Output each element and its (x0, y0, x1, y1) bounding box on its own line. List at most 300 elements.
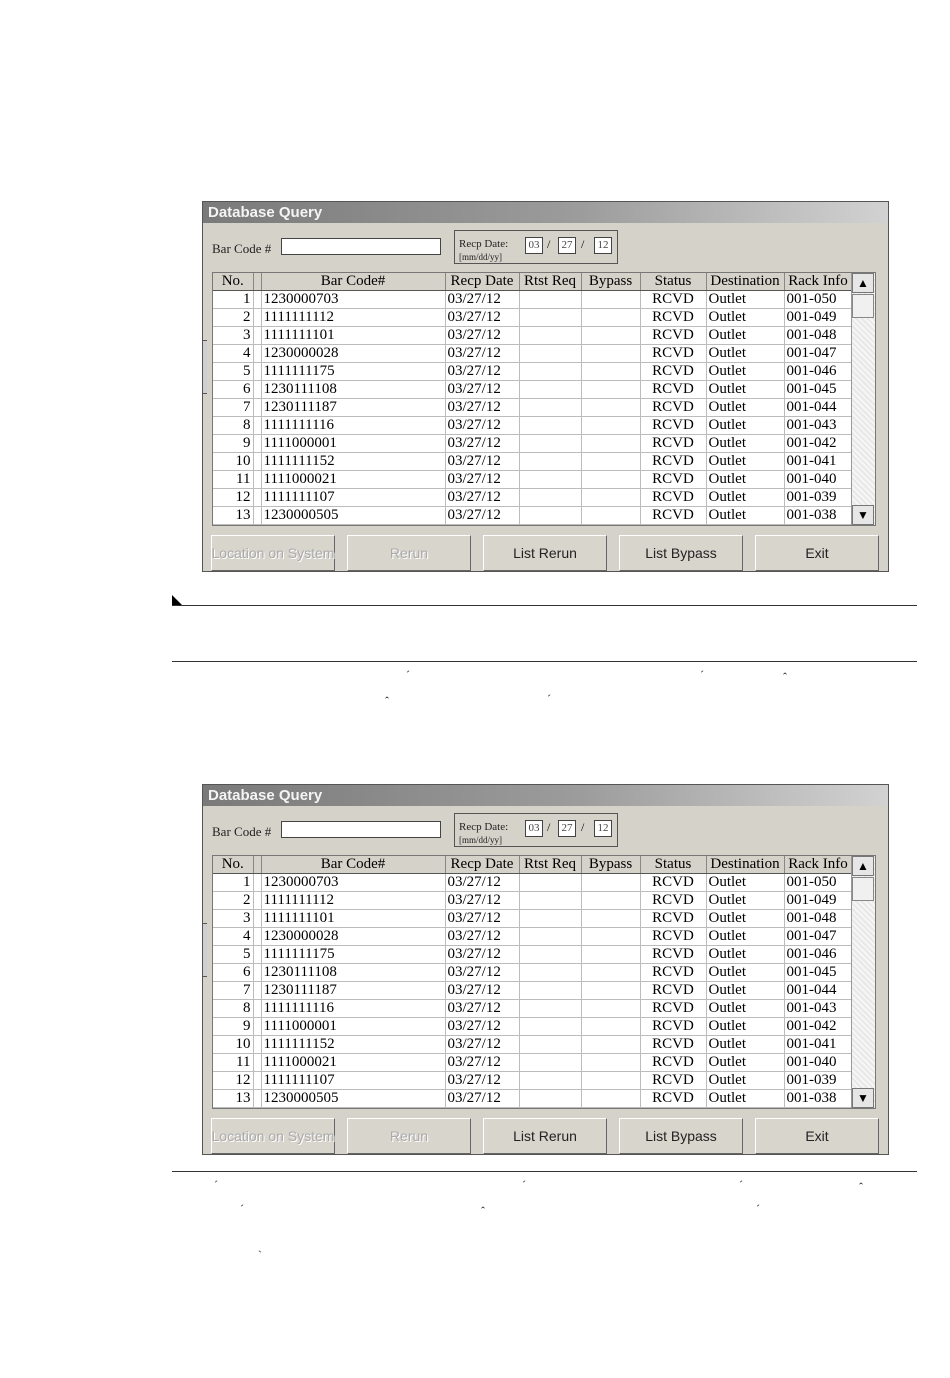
list-bypass-button[interactable]: List Bypass (619, 1118, 743, 1154)
cell-bypass (581, 1000, 640, 1018)
col-header-status[interactable]: Status (640, 273, 706, 291)
triangle-down-icon[interactable]: ▼ (852, 1088, 874, 1108)
location-on-system-button[interactable]: Location on System (211, 535, 335, 571)
cell-rack-info: 001-041 (784, 1036, 852, 1054)
cell-spacer (253, 928, 261, 946)
cell-spacer (253, 1018, 261, 1036)
table-row[interactable] (213, 399, 852, 417)
rerun-button[interactable]: Rerun (347, 535, 471, 571)
cell-destination: Outlet (706, 435, 784, 453)
col-header-bar-code[interactable]: Bar Code# (261, 273, 445, 291)
cell-recp-date: 03/27/12 (445, 1090, 519, 1108)
cell-rtst-req (519, 1054, 581, 1072)
cell-rtst-req (519, 928, 581, 946)
cell-status: RCVD (640, 435, 706, 453)
cell-status: RCVD (640, 910, 706, 928)
cell-status: RCVD (640, 928, 706, 946)
bar-code-label: Bar Code # (212, 241, 272, 256)
cell-rack-info: 001-050 (784, 291, 852, 309)
table-row[interactable] (213, 910, 852, 928)
date-month-field[interactable]: 03 (525, 237, 543, 254)
table-row[interactable] (213, 291, 852, 309)
cell-destination: Outlet (706, 327, 784, 345)
cell-rtst-req (519, 874, 581, 892)
cell-status: RCVD (640, 471, 706, 489)
accent-mark: ´ (240, 1202, 244, 1216)
cell-bar-code: 1111111175 (261, 946, 445, 964)
col-header-rtst-req[interactable]: Rtst Req (519, 273, 581, 291)
cell-recp-date: 03/27/12 (445, 345, 519, 363)
cell-rack-info: 001-048 (784, 910, 852, 928)
cell-recp-date: 03/27/12 (445, 1018, 519, 1036)
cell-bypass (581, 892, 640, 910)
cell-bar-code: 1111111112 (261, 892, 445, 910)
date-separator: / (581, 820, 585, 834)
cell-spacer (253, 435, 261, 453)
triangle-up-icon[interactable]: ▲ (852, 273, 874, 293)
cell-recp-date: 03/27/12 (445, 982, 519, 1000)
cell-recp-date: 03/27/12 (445, 327, 519, 345)
cell-destination: Outlet (706, 928, 784, 946)
cell-destination: Outlet (706, 964, 784, 982)
cell-rtst-req (519, 507, 581, 525)
col-header-bar-code[interactable]: Bar Code# (261, 856, 445, 874)
cell-bypass (581, 910, 640, 928)
cell-rtst-req (519, 1072, 581, 1090)
col-header-destination[interactable]: Destination (706, 856, 784, 874)
list-rerun-button[interactable]: List Rerun (483, 1118, 607, 1154)
accent-mark: ˋ (258, 1248, 262, 1262)
bar-code-input[interactable] (281, 821, 441, 838)
cell-recp-date: 03/27/12 (445, 928, 519, 946)
cell-rack-info: 001-044 (784, 982, 852, 1000)
cell-bypass (581, 309, 640, 327)
table-row[interactable] (213, 892, 852, 910)
table-row[interactable] (213, 417, 852, 435)
table-row[interactable] (213, 928, 852, 946)
cell-bypass (581, 435, 640, 453)
cell-destination: Outlet (706, 417, 784, 435)
cell-bypass (581, 982, 640, 1000)
cell-bar-code: 1111111152 (261, 453, 445, 471)
cell-rtst-req (519, 327, 581, 345)
cell-spacer (253, 453, 261, 471)
cell-rack-info: 001-041 (784, 453, 852, 471)
cell-rack-info: 001-040 (784, 1054, 852, 1072)
scroll-thumb[interactable] (852, 294, 874, 318)
cell-bar-code: 1230000028 (261, 928, 445, 946)
cell-bar-code: 1111111152 (261, 1036, 445, 1054)
cell-bar-code: 1230000505 (261, 507, 445, 525)
col-header-bypass[interactable]: Bypass (581, 856, 640, 874)
cell-destination: Outlet (706, 1054, 784, 1072)
cell-no: 5 (213, 946, 253, 964)
cell-status: RCVD (640, 453, 706, 471)
cell-recp-date: 03/27/12 (445, 453, 519, 471)
cell-destination: Outlet (706, 910, 784, 928)
cell-recp-date: 03/27/12 (445, 381, 519, 399)
cell-no: 8 (213, 1000, 253, 1018)
cell-recp-date: 03/27/12 (445, 946, 519, 964)
table-row[interactable] (213, 327, 852, 345)
cell-status: RCVD (640, 946, 706, 964)
cell-status: RCVD (640, 381, 706, 399)
table-row[interactable] (213, 489, 852, 507)
triangle-corner-icon (172, 595, 182, 605)
cell-spacer (253, 417, 261, 435)
cell-spacer (253, 1090, 261, 1108)
accent-mark: ´ (547, 692, 551, 706)
cell-status: RCVD (640, 417, 706, 435)
cell-bypass (581, 1054, 640, 1072)
cell-spacer (253, 1054, 261, 1072)
recp-date-group (454, 813, 618, 847)
cell-rtst-req (519, 910, 581, 928)
cell-no: 2 (213, 892, 253, 910)
divider-line (172, 1171, 917, 1172)
cell-bar-code: 1111111116 (261, 1000, 445, 1018)
cell-recp-date: 03/27/12 (445, 291, 519, 309)
cell-bar-code: 1111111175 (261, 363, 445, 381)
table-row[interactable] (213, 1018, 852, 1036)
cell-no: 2 (213, 309, 253, 327)
accent-mark: ´ (756, 1202, 760, 1216)
vertical-scrollbar[interactable] (851, 273, 875, 525)
table-row[interactable] (213, 363, 852, 381)
cell-no: 12 (213, 489, 253, 507)
cell-destination: Outlet (706, 874, 784, 892)
col-header-rack-info[interactable]: Rack Info (784, 273, 852, 291)
window-title: Database Query (203, 202, 888, 223)
header-row (213, 856, 852, 874)
date-format-hint: [mm/dd/yy] (459, 835, 502, 845)
cell-status: RCVD (640, 363, 706, 381)
cell-no: 10 (213, 453, 253, 471)
cell-status: RCVD (640, 964, 706, 982)
cell-rtst-req (519, 453, 581, 471)
cell-bar-code: 1230000703 (261, 874, 445, 892)
database-query-window-2 (202, 784, 889, 1155)
cell-rack-info: 001-050 (784, 874, 852, 892)
cell-destination: Outlet (706, 399, 784, 417)
cell-status: RCVD (640, 1018, 706, 1036)
cell-destination: Outlet (706, 1000, 784, 1018)
cell-status: RCVD (640, 489, 706, 507)
cell-bar-code: 1230111108 (261, 964, 445, 982)
cell-rtst-req (519, 1000, 581, 1018)
cell-destination: Outlet (706, 1090, 784, 1108)
cell-bar-code: 1111111112 (261, 309, 445, 327)
cell-spacer (253, 1000, 261, 1018)
cell-rtst-req (519, 435, 581, 453)
cell-recp-date: 03/27/12 (445, 910, 519, 928)
cell-bar-code: 1230000703 (261, 291, 445, 309)
cell-recp-date: 03/27/12 (445, 489, 519, 507)
triangle-up-icon[interactable]: ▲ (852, 856, 874, 876)
cell-rtst-req (519, 345, 581, 363)
cell-rack-info: 001-042 (784, 1018, 852, 1036)
cell-rack-info: 001-049 (784, 892, 852, 910)
cell-bypass (581, 399, 640, 417)
cell-no: 3 (213, 910, 253, 928)
cell-recp-date: 03/27/12 (445, 1054, 519, 1072)
cell-destination: Outlet (706, 892, 784, 910)
cell-spacer (253, 399, 261, 417)
cell-spacer (253, 327, 261, 345)
cell-status: RCVD (640, 1072, 706, 1090)
cell-no: 11 (213, 1054, 253, 1072)
col-header-no[interactable]: No. (213, 273, 253, 291)
list-bypass-button[interactable]: List Bypass (619, 535, 743, 571)
cell-rack-info: 001-045 (784, 964, 852, 982)
recp-date-label: Recp Date: (459, 238, 509, 250)
cell-recp-date: 03/27/12 (445, 363, 519, 381)
accent-mark: ´ (214, 1178, 218, 1192)
cell-rack-info: 001-045 (784, 381, 852, 399)
exit-button[interactable]: Exit (755, 1118, 879, 1154)
cell-rack-info: 001-047 (784, 345, 852, 363)
cell-no: 13 (213, 507, 253, 525)
cell-rtst-req (519, 982, 581, 1000)
cell-bar-code: 1111000021 (261, 471, 445, 489)
cell-spacer (253, 489, 261, 507)
cell-destination: Outlet (706, 946, 784, 964)
cell-rack-info: 001-048 (784, 327, 852, 345)
table-row[interactable] (213, 435, 852, 453)
cell-spacer (253, 910, 261, 928)
cell-rtst-req (519, 892, 581, 910)
cell-recp-date: 03/27/12 (445, 1036, 519, 1054)
cell-rack-info: 001-046 (784, 363, 852, 381)
cell-rtst-req (519, 489, 581, 507)
table-row[interactable] (213, 874, 852, 892)
col-header-rtst-req[interactable]: Rtst Req (519, 856, 581, 874)
accent-mark: ´ (522, 1178, 526, 1192)
date-day-field[interactable]: 27 (558, 820, 576, 837)
accent-mark: ´ (700, 668, 704, 682)
col-header-rack-info[interactable]: Rack Info (784, 856, 852, 874)
cell-rack-info: 001-043 (784, 1000, 852, 1018)
cell-destination: Outlet (706, 507, 784, 525)
cell-destination: Outlet (706, 363, 784, 381)
table-row[interactable] (213, 381, 852, 399)
cell-rtst-req (519, 1090, 581, 1108)
table-row[interactable] (213, 453, 852, 471)
cell-bypass (581, 363, 640, 381)
cell-recp-date: 03/27/12 (445, 435, 519, 453)
cell-spacer (253, 946, 261, 964)
table-row[interactable] (213, 1072, 852, 1090)
cell-status: RCVD (640, 874, 706, 892)
col-header-recp-date[interactable]: Recp Date (445, 856, 519, 874)
cell-bypass (581, 381, 640, 399)
col-header-status[interactable]: Status (640, 856, 706, 874)
recp-date-label: Recp Date: (459, 821, 509, 833)
cell-bypass (581, 1072, 640, 1090)
table-row[interactable] (213, 309, 852, 327)
table-row[interactable] (213, 982, 852, 1000)
cell-bypass (581, 327, 640, 345)
cell-no: 11 (213, 471, 253, 489)
date-month-field[interactable]: 03 (525, 820, 543, 837)
cell-spacer (253, 507, 261, 525)
table-row[interactable] (213, 1090, 852, 1108)
cell-destination: Outlet (706, 1018, 784, 1036)
cell-recp-date: 03/27/12 (445, 1000, 519, 1018)
cell-destination: Outlet (706, 453, 784, 471)
cell-rtst-req (519, 964, 581, 982)
cell-rack-info: 001-042 (784, 435, 852, 453)
cell-bar-code: 1230000505 (261, 1090, 445, 1108)
cell-rtst-req (519, 363, 581, 381)
cell-bypass (581, 417, 640, 435)
cell-status: RCVD (640, 345, 706, 363)
cell-spacer (253, 471, 261, 489)
cell-no: 3 (213, 327, 253, 345)
cell-no: 7 (213, 399, 253, 417)
cell-spacer (253, 345, 261, 363)
cell-no: 5 (213, 363, 253, 381)
cell-rack-info: 001-046 (784, 946, 852, 964)
cell-bar-code: 1111111107 (261, 489, 445, 507)
cell-spacer (253, 874, 261, 892)
cell-bypass (581, 928, 640, 946)
exit-button[interactable]: Exit (755, 535, 879, 571)
cell-status: RCVD (640, 291, 706, 309)
cell-bar-code: 1111000021 (261, 1054, 445, 1072)
table-row[interactable] (213, 946, 852, 964)
cell-rack-info: 001-039 (784, 1072, 852, 1090)
cell-no: 7 (213, 982, 253, 1000)
cell-rack-info: 001-039 (784, 489, 852, 507)
cell-recp-date: 03/27/12 (445, 874, 519, 892)
date-year-field[interactable]: 12 (594, 237, 612, 254)
date-format-hint: [mm/dd/yy] (459, 252, 502, 262)
cell-destination: Outlet (706, 309, 784, 327)
cell-recp-date: 03/27/12 (445, 507, 519, 525)
col-header-bypass[interactable]: Bypass (581, 273, 640, 291)
cell-recp-date: 03/27/12 (445, 892, 519, 910)
cell-rtst-req (519, 946, 581, 964)
col-header-spacer (253, 856, 261, 874)
recp-date-group (454, 230, 618, 264)
cell-no: 8 (213, 417, 253, 435)
cell-bar-code: 1111000001 (261, 1018, 445, 1036)
cell-rtst-req (519, 309, 581, 327)
cell-spacer (253, 964, 261, 982)
cell-rack-info: 001-049 (784, 309, 852, 327)
col-header-recp-date[interactable]: Recp Date (445, 273, 519, 291)
cell-destination: Outlet (706, 345, 784, 363)
table-row[interactable] (213, 1054, 852, 1072)
cell-bar-code: 1111111116 (261, 417, 445, 435)
cell-spacer (253, 892, 261, 910)
cell-no: 13 (213, 1090, 253, 1108)
scroll-thumb[interactable] (852, 877, 874, 901)
col-header-no[interactable]: No. (213, 856, 253, 874)
col-header-destination[interactable]: Destination (706, 273, 784, 291)
cell-no: 4 (213, 345, 253, 363)
cell-bar-code: 1111111101 (261, 327, 445, 345)
side-tab-handle (202, 923, 207, 977)
bar-code-input[interactable] (281, 238, 441, 255)
cell-destination: Outlet (706, 489, 784, 507)
rerun-button[interactable]: Rerun (347, 1118, 471, 1154)
cell-recp-date: 03/27/12 (445, 471, 519, 489)
cell-no: 6 (213, 381, 253, 399)
bar-code-label: Bar Code # (212, 824, 272, 839)
table-row[interactable] (213, 471, 852, 489)
accent-mark: ˆ (859, 1180, 863, 1194)
cell-rtst-req (519, 381, 581, 399)
cell-bypass (581, 946, 640, 964)
vertical-scrollbar[interactable] (851, 856, 875, 1108)
side-tab-handle (202, 340, 207, 394)
cell-destination: Outlet (706, 1036, 784, 1054)
cell-rtst-req (519, 1036, 581, 1054)
cell-spacer (253, 982, 261, 1000)
date-year-field[interactable]: 12 (594, 820, 612, 837)
list-rerun-button[interactable]: List Rerun (483, 535, 607, 571)
cell-bypass (581, 874, 640, 892)
cell-no: 6 (213, 964, 253, 982)
cell-status: RCVD (640, 1090, 706, 1108)
cell-status: RCVD (640, 309, 706, 327)
accent-mark: ˆ (385, 694, 389, 708)
cell-bypass (581, 507, 640, 525)
date-day-field[interactable]: 27 (558, 237, 576, 254)
cell-status: RCVD (640, 327, 706, 345)
cell-rtst-req (519, 417, 581, 435)
cell-rtst-req (519, 1018, 581, 1036)
cell-bar-code: 1230000028 (261, 345, 445, 363)
table-row[interactable] (213, 507, 852, 525)
cell-rack-info: 001-047 (784, 928, 852, 946)
location-on-system-button[interactable]: Location on System (211, 1118, 335, 1154)
cell-bypass (581, 964, 640, 982)
cell-no: 10 (213, 1036, 253, 1054)
cell-destination: Outlet (706, 1072, 784, 1090)
window-title: Database Query (203, 785, 888, 806)
cell-status: RCVD (640, 399, 706, 417)
cell-no: 1 (213, 874, 253, 892)
divider-line (172, 661, 917, 662)
cell-spacer (253, 1072, 261, 1090)
triangle-down-icon[interactable]: ▼ (852, 505, 874, 525)
accent-mark: ´ (739, 1178, 743, 1192)
divider-line (172, 605, 917, 606)
cell-rtst-req (519, 399, 581, 417)
cell-spacer (253, 381, 261, 399)
cell-spacer (253, 363, 261, 381)
accent-mark: ´ (406, 668, 410, 682)
table-row[interactable] (213, 345, 852, 363)
table-row[interactable] (213, 964, 852, 982)
cell-status: RCVD (640, 1000, 706, 1018)
cell-rack-info: 001-038 (784, 1090, 852, 1108)
cell-no: 1 (213, 291, 253, 309)
cell-recp-date: 03/27/12 (445, 399, 519, 417)
table-row[interactable] (213, 1000, 852, 1018)
cell-recp-date: 03/27/12 (445, 964, 519, 982)
cell-destination: Outlet (706, 982, 784, 1000)
cell-status: RCVD (640, 507, 706, 525)
cell-bypass (581, 1018, 640, 1036)
cell-spacer (253, 309, 261, 327)
table-row[interactable] (213, 1036, 852, 1054)
cell-bar-code: 1230111187 (261, 399, 445, 417)
cell-bar-code: 1111111107 (261, 1072, 445, 1090)
